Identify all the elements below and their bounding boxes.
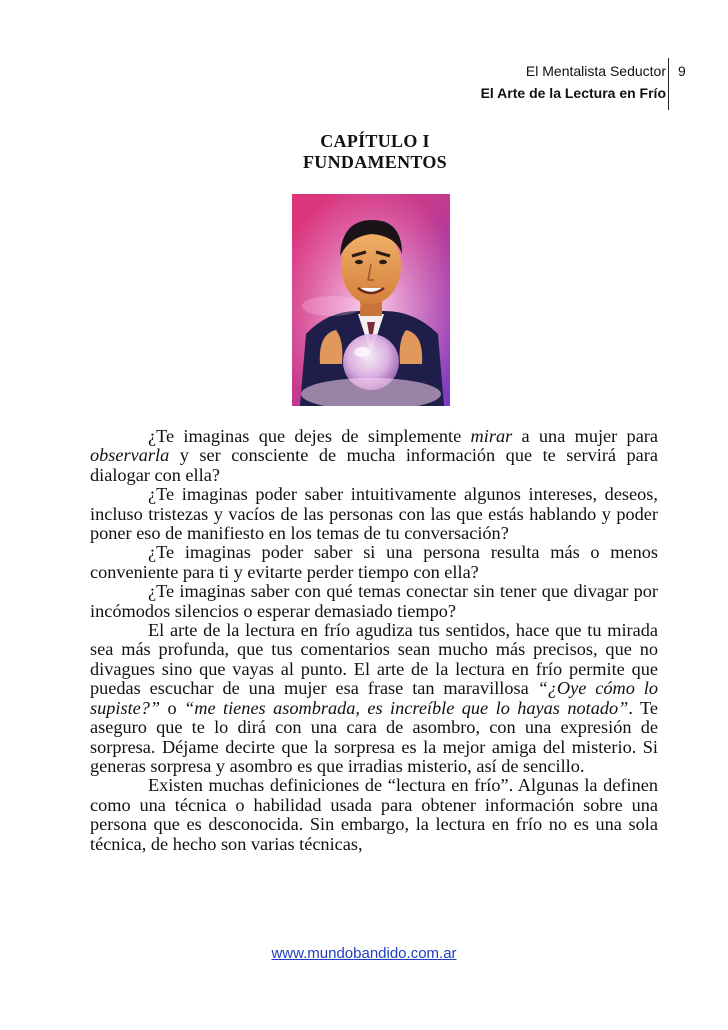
paragraph: Existen muchas definiciones de “lectura en frío”. Algunas la definen como una técnica o habilidad usada para obtener información sobre una persona que es desconocida. Sin embargo, la lectura en frío no es una sola técnica, de hecho son varias técnicas,	[90, 775, 658, 854]
section-title: El Arte de la Lectura en Frío	[480, 85, 666, 101]
man-with-crystal-ball-photo	[292, 194, 450, 406]
paragraph: ¿Te imaginas poder saber intuitivamente algunos intereses, deseos, incluso tristezas y vacíos de las personas con las que estás hablando y poder poner eso de manifiesto en los temas de tu conversación?	[90, 484, 658, 544]
book-title: El Mentalista Seductor	[525, 63, 666, 79]
chapter-title: FUNDAMENTOS	[303, 152, 447, 172]
chapter-number: CAPÍTULO I	[320, 131, 430, 151]
paragraph: ¿Te imaginas que dejes de simplemente mirar a una mujer para observarla y ser consciente de mucha información que te servirá para dialogar con ella?	[90, 426, 659, 485]
paragraph: ¿Te imaginas poder saber si una persona resulta más o menos conveniente para ti y evitarte perder tiempo con ella?	[90, 542, 658, 582]
page-footer	[0, 945, 728, 962]
running-header	[481, 60, 666, 104]
chapter-heading	[230, 131, 520, 173]
website-link[interactable]: www.mundobandido.com.ar	[271, 945, 457, 962]
body-text	[90, 427, 658, 854]
paragraph: El arte de la lectura en frío agudiza tus sentidos, hace que tu mirada sea más profunda, que tus comentarios sean mucho más precisos, que no divagues sino que vayas al punto. El arte de la lectura en frío permite que puedas escuchar de una mujer esa frase tan maravillosa “¿Oye cómo lo supiste?” o “me tienes asombrada, es increíble que lo hayas notado”. Te aseguro que te lo dirá con una cara de asombro, con una expresión de sorpresa. Déjame decirte que la sorpresa es la mejor amiga del misterio. Si generas sorpresa y asombro es que irradias misterio, así de sencillo.	[90, 620, 658, 776]
header-divider	[668, 58, 669, 110]
paragraph: ¿Te imaginas saber con qué temas conectar sin tener que divagar por incómodos silencios o esperar demasiado tiempo?	[90, 581, 658, 621]
page-number: 9	[678, 63, 686, 79]
